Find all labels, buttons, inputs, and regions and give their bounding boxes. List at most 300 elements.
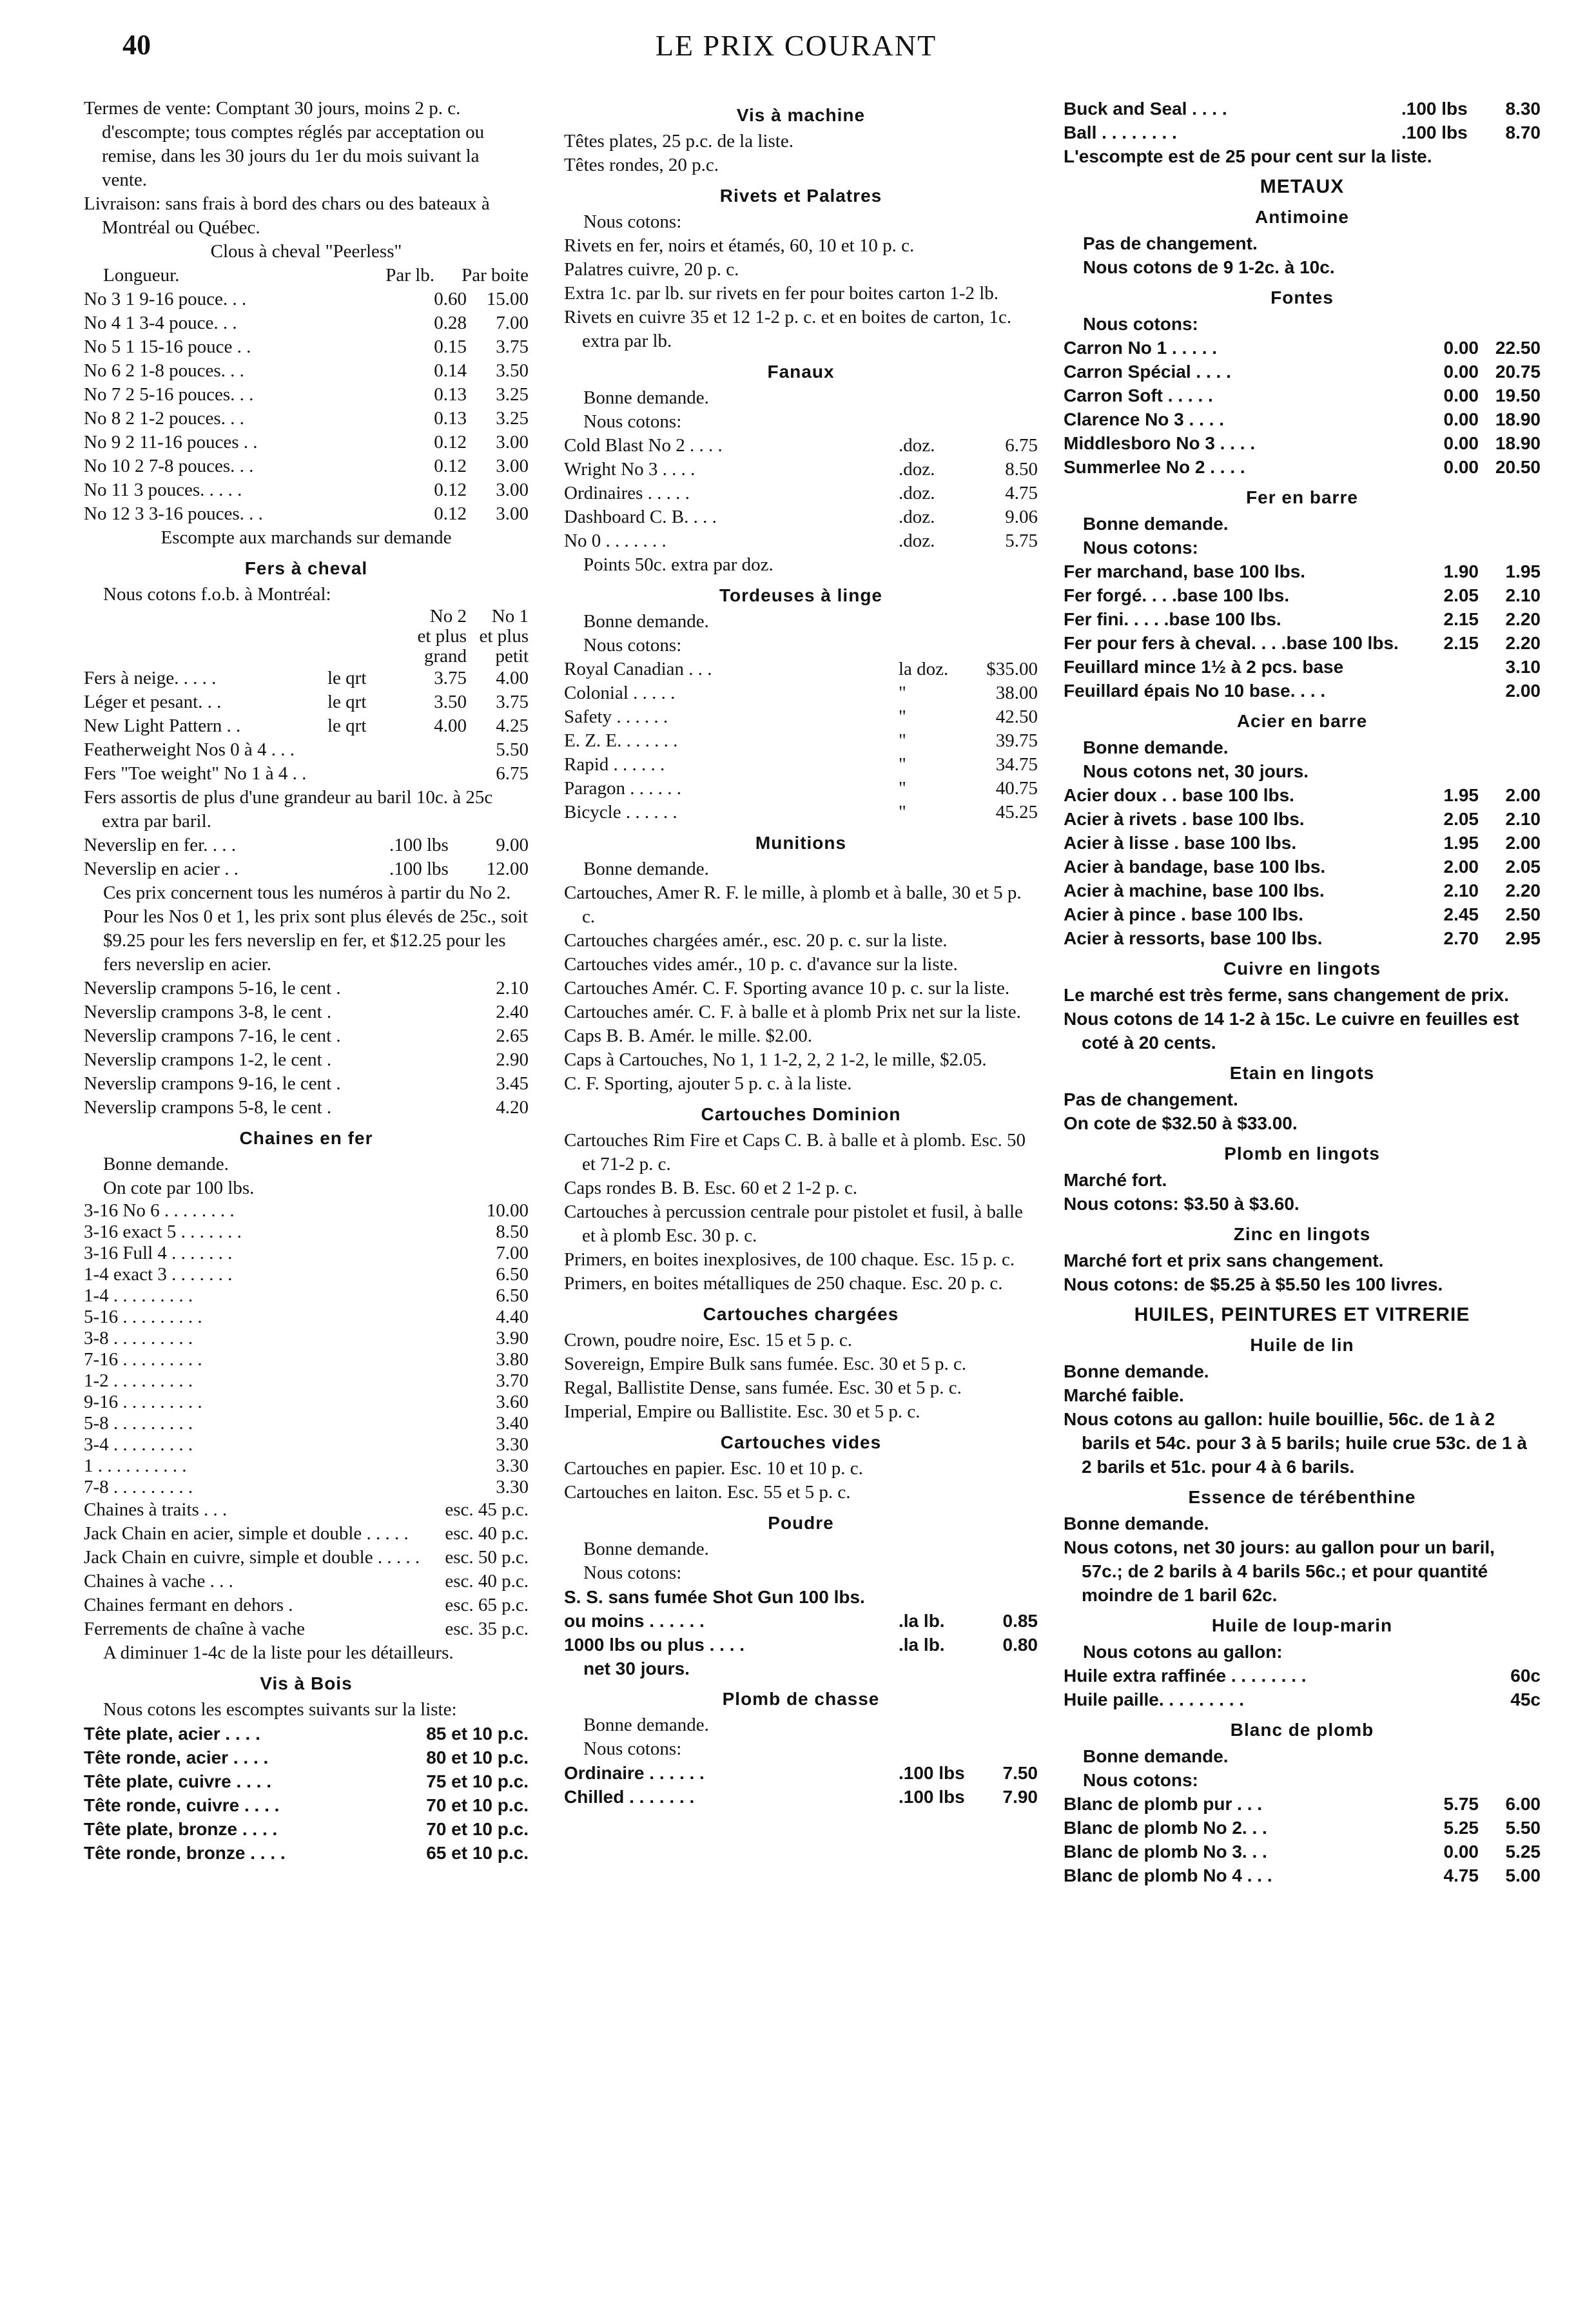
table-cell: .100 lbs (1401, 122, 1468, 142)
table-cell: esc. 35 p.c. (445, 1619, 529, 1639)
list-item: Nous cotons au gallon: huile bouillie, 56c. de 1 à 2 barils et 54c. pour 3 à 5 barils; huile crue 53c. de 1 à 2 barils et 51c. pour 4 à 6 barils. (1064, 1409, 1527, 1477)
table-row (84, 762, 529, 786)
table-cell: Neverslip crampons 7-16, le cent . (84, 1026, 341, 1046)
table-cell: 1 . . . . . . . . . . (84, 1455, 187, 1476)
list-item: C. F. Sporting, ajouter 5 p. c. à la liste. (564, 1073, 852, 1094)
table-cell: Clarence No 3 . . . . (1064, 409, 1224, 429)
table-cell: 7-16 . . . . . . . . . (84, 1349, 202, 1370)
munitions-title: Munitions (755, 833, 847, 853)
poudre-demand: Bonne demande. (583, 1539, 709, 1559)
table-row (1064, 831, 1541, 855)
table-row (84, 1024, 529, 1048)
table-row (1064, 121, 1541, 144)
table-cell: 3.90 (496, 1328, 529, 1348)
table-cell: 0.60 (434, 289, 467, 309)
table-cell: 4.75 (1443, 1865, 1479, 1885)
table-cell: 9.00 (496, 835, 529, 855)
plomb-title: Plomb de chasse (722, 1689, 880, 1709)
table-cell: 12.00 (486, 859, 529, 879)
etain-lines (1064, 1087, 1541, 1135)
table-cell: 3.00 (496, 432, 529, 453)
table-cell: 3.75 (496, 692, 529, 712)
table-cell: 4.00 (496, 668, 529, 688)
table-cell: 2.05 (1443, 585, 1479, 605)
table-row (564, 681, 1038, 705)
tordeuses-title: Tordeuses à linge (719, 585, 882, 605)
list-item: Nous cotons de 9 1-2c. à 10c. (1083, 257, 1335, 277)
table-row (84, 454, 529, 478)
table-cell: Blanc de plomb No 3. . . (1064, 1842, 1267, 1862)
tordeuses-demand: Bonne demande. (583, 611, 709, 632)
table-cell: Safety . . . . . . (564, 706, 668, 727)
table-cell: .doz. (899, 507, 935, 527)
table-cell: Ferrements de chaîne à vache (84, 1619, 305, 1639)
list-item: Têtes rondes, 20 p.c. (564, 155, 719, 175)
table-cell: Fer pour fers à cheval. . . .base 100 lbs. (1064, 633, 1399, 653)
blanc-demand: Bonne demande. (1083, 1746, 1229, 1766)
cuivre-lines (1064, 983, 1541, 1055)
table-row (84, 1793, 529, 1817)
table-row (1064, 560, 1541, 583)
table-cell: 2.10 (1505, 585, 1541, 605)
table-row (84, 1434, 529, 1455)
chaines-list (84, 1200, 529, 1498)
chaines2-list (84, 1498, 529, 1641)
table-cell: 1.90 (1443, 561, 1479, 581)
table-cell: E. Z. E. . . . . . . (564, 730, 678, 751)
table-cell: 0.00 (1443, 362, 1479, 382)
zinc-lines (1064, 1249, 1541, 1296)
table-cell: Neverslip crampons 3-8, le cent . (84, 1002, 332, 1022)
table-row (564, 1761, 1038, 1785)
vides-lines (564, 1457, 1038, 1504)
table-cell: le qrt (327, 668, 367, 688)
table-cell: Fer fini. . . . .base 100 lbs. (1064, 609, 1281, 629)
table-row (84, 833, 529, 857)
table-cell: Acier à machine, base 100 lbs. (1064, 881, 1325, 900)
table-cell: 0.00 (1443, 1842, 1479, 1862)
table-cell: 7.00 (496, 1243, 529, 1263)
table-cell: 1-2 . . . . . . . . . (84, 1370, 193, 1391)
table-row (84, 714, 529, 738)
table-row (84, 1000, 529, 1024)
table-cell: 0.00 (1443, 457, 1479, 477)
table-cell: 0.13 (434, 408, 467, 429)
table-cell: 0.00 (1443, 433, 1479, 453)
table-cell: 0.13 (434, 384, 467, 405)
table-cell: 2.00 (1505, 833, 1541, 853)
table-row (84, 738, 529, 762)
table-row (84, 359, 529, 383)
table-cell: No 9 2 11-16 pouces . . (84, 432, 258, 453)
table-cell: Blanc de plomb No 4 . . . (1064, 1865, 1272, 1885)
table-row (1064, 97, 1541, 121)
table-row (84, 407, 529, 431)
table-row (84, 1817, 529, 1841)
table-cell: " (899, 683, 906, 703)
table-row (564, 505, 1038, 529)
table-cell: 2.50 (1505, 904, 1541, 924)
terms-paragraph: Termes de vente: Comptant 30 jours, moins 2 p. c. d'escompte; tous comptes réglés par acceptation ou remise, dans les 30 jours du 1er du mois suivant la vente. (84, 98, 485, 190)
table-row (84, 667, 529, 690)
table-cell: 1-4 exact 3 . . . . . . . (84, 1264, 233, 1285)
table-cell: 6.50 (496, 1264, 529, 1285)
table-cell: 60c (1510, 1666, 1541, 1686)
list-item: Rivets en cuivre 35 et 12 1-2 p. c. et en boites de carton, 1c. extra par lb. (564, 307, 1012, 351)
table-cell: Ordinaire . . . . . . (564, 1763, 705, 1783)
table-cell: No 4 1 3-4 pouce. . . (84, 313, 237, 333)
table-row (84, 1413, 529, 1434)
table-row (1064, 1840, 1541, 1864)
table-cell: 20.50 (1495, 457, 1541, 477)
table-row (84, 478, 529, 502)
table-cell: 3.30 (496, 1434, 529, 1455)
fanaux-demand: Bonne demande. (583, 387, 709, 408)
table-cell: 2.90 (496, 1049, 529, 1070)
table-row (84, 1841, 529, 1865)
fers-note: Fers assortis de plus d'une grandeur au baril 10c. à 25c extra par baril. (84, 787, 493, 832)
table-row (84, 1285, 529, 1307)
table-row (1064, 360, 1541, 384)
list-item: Imperial, Empire ou Ballistite. Esc. 30 et 5 p. c. (564, 1401, 920, 1422)
table-cell: 9-16 . . . . . . . . . (84, 1392, 202, 1412)
table-row (1064, 1688, 1541, 1711)
table-cell: la doz. (899, 659, 949, 679)
table-row (84, 1392, 529, 1413)
table-row (564, 458, 1038, 482)
table-cell: esc. 40 p.c. (445, 1571, 529, 1592)
table-cell: Neverslip crampons 5-16, le cent . (84, 978, 341, 998)
ferbarre-intro: Nous cotons: (1083, 538, 1198, 558)
plomb-list (564, 1761, 1038, 1809)
fers-header: grand petit (423, 647, 529, 667)
list-item: Pas de changement. (1064, 1089, 1238, 1109)
list-item: Caps B. B. Amér. le mille. $2.00. (564, 1026, 813, 1046)
page-number: 40 (122, 29, 151, 61)
table-cell: 0.14 (434, 360, 467, 381)
table-cell: 18.90 (1495, 433, 1541, 453)
table-row (84, 1498, 529, 1522)
table-cell: " (899, 778, 906, 799)
table-row (84, 1200, 529, 1222)
table-cell: 3.00 (496, 480, 529, 500)
table-cell: le qrt (327, 692, 367, 712)
huiles-title: HUILES, PEINTURES ET VITRERIE (1134, 1304, 1470, 1325)
table-cell: 2.00 (1505, 785, 1541, 805)
table-row (84, 311, 529, 335)
list-item: Caps à Cartouches, No 1, 1 1-2, 2, 2 1-2, le mille, $2.05. (564, 1049, 987, 1070)
table-cell: 1.95 (1505, 561, 1541, 581)
table-row (1064, 879, 1541, 902)
acier-title: Acier en barre (1236, 711, 1368, 731)
ferbarre-demand: Bonne demande. (1083, 514, 1229, 534)
tordeuses-intro: Nous cotons: (583, 635, 682, 656)
table-cell: 1000 lbs ou plus . . . . (564, 1635, 745, 1655)
table-row (84, 1307, 529, 1328)
table-cell: 2.65 (496, 1026, 529, 1046)
table-cell: 2.70 (1443, 928, 1479, 948)
table-cell: 2.20 (1505, 609, 1541, 629)
table-cell: 1.95 (1443, 785, 1479, 805)
table-cell: 2.15 (1443, 633, 1479, 653)
list-item: Caps rondes B. B. Esc. 60 et 2 1-2 p. c. (564, 1178, 858, 1198)
table-cell: 85 et 10 p.c. (426, 1724, 529, 1744)
list-item: Cartouches à percussion centrale pour pistolet et fusil, à balle et à plomb Esc. 30 p. c. (564, 1202, 1023, 1246)
table-cell: No 6 2 1-8 pouces. . . (84, 360, 244, 381)
essence-lines (1064, 1512, 1541, 1607)
loup-list (1064, 1664, 1541, 1711)
list-item: Cartouches en papier. Esc. 10 et 10 p. c. (564, 1458, 863, 1479)
table-row (564, 729, 1038, 753)
table-row (84, 431, 529, 454)
table-row (84, 1617, 529, 1641)
table-cell: .doz. (899, 459, 935, 480)
table-cell: 39.75 (995, 730, 1038, 751)
chaines-intro: On cote par 100 lbs. (103, 1178, 255, 1198)
lin-lines (1064, 1359, 1541, 1479)
table-cell: 1.95 (1443, 833, 1479, 853)
table-cell: Acier à ressorts, base 100 lbs. (1064, 928, 1323, 948)
list-item: Nous cotons de 14 1-2 à 15c. Le cuivre en feuilles est coté à 20 cents. (1064, 1009, 1519, 1053)
table-cell: 42.50 (995, 706, 1038, 727)
table-cell: 22.50 (1495, 338, 1541, 358)
fanaux-list (564, 434, 1038, 553)
table-cell: Fer marchand, base 100 lbs. (1064, 561, 1306, 581)
table-cell: 19.50 (1495, 385, 1541, 405)
table-cell: Léger et pesant. . . (84, 692, 222, 712)
table-cell: No 0 . . . . . . . (564, 531, 667, 551)
table-cell: Ordinaires . . . . . (564, 483, 690, 503)
table-cell: 4.20 (496, 1097, 529, 1118)
list-item: Rivets en fer, noirs et étamés, 60, 10 et 10 p. c. (564, 235, 915, 256)
munitions-lines (564, 881, 1038, 1096)
table-row (84, 287, 529, 311)
table-cell: Neverslip crampons 1-2, le cent . (84, 1049, 332, 1070)
table-row (564, 434, 1038, 458)
fontes-intro: Nous cotons: (1083, 314, 1198, 334)
table-cell: 9.06 (1005, 507, 1038, 527)
table-cell: 5.00 (1505, 1865, 1541, 1885)
table-cell: Feuillard épais No 10 base. . . . (1064, 681, 1326, 701)
table-cell: 38.00 (995, 683, 1038, 703)
loup-intro: Nous cotons au gallon: (1083, 1642, 1283, 1662)
visbois-list (84, 1722, 529, 1865)
table-cell: 4.25 (496, 715, 529, 736)
table-cell: 8.50 (496, 1222, 529, 1242)
table-row (84, 1522, 529, 1546)
table-cell: Huile paille. . . . . . . . . (1064, 1689, 1245, 1709)
table-cell: No 10 2 7-8 pouces. . . (84, 456, 254, 476)
table-cell: Neverslip crampons 9-16, le cent . (84, 1073, 341, 1094)
table-row (1064, 855, 1541, 879)
table-cell: Tête ronde, cuivre . . . . (84, 1795, 280, 1815)
table-cell: 3-16 exact 5 . . . . . . . (84, 1222, 242, 1242)
table-cell: 5.50 (496, 739, 529, 760)
table-cell: 3.60 (496, 1392, 529, 1412)
table-cell: 0.00 (1443, 385, 1479, 405)
table-cell: 0.00 (1443, 409, 1479, 429)
table-cell: " (899, 754, 906, 775)
clous-note: Escompte aux marchands sur demande (161, 527, 452, 548)
visbois-title: Vis à Bois (260, 1673, 353, 1693)
table-row (564, 753, 1038, 777)
fers-list (84, 667, 529, 786)
table-cell: 0.12 (434, 503, 467, 524)
table-row (84, 1455, 529, 1477)
table-cell: 3-8 . . . . . . . . . (84, 1328, 193, 1348)
table-cell: Featherweight Nos 0 à 4 . . . (84, 739, 295, 760)
table-cell: Buck and Seal . . . . (1064, 99, 1227, 119)
table-cell: Tête plate, bronze . . . . (84, 1819, 278, 1839)
table-cell: Tête ronde, bronze . . . . (84, 1843, 286, 1863)
table-cell: Chaines à vache . . . (84, 1571, 233, 1592)
list-item: Sovereign, Empire Bulk sans fumée. Esc. 30 et 5 p. c. (564, 1354, 967, 1374)
table-row (84, 1746, 529, 1769)
table-cell: 3.10 (1505, 657, 1541, 677)
table-cell: 3.30 (496, 1455, 529, 1476)
plomb-intro: Nous cotons: (583, 1738, 682, 1759)
list-item: Cartouches chargées amér., esc. 20 p. c. sur la liste. (564, 930, 948, 951)
table-cell: 0.00 (1443, 338, 1479, 358)
table-cell: 3-16 No 6 . . . . . . . . (84, 1200, 235, 1221)
table-cell: 20.75 (1495, 362, 1541, 382)
poudre-list (564, 1609, 1038, 1657)
table-cell: Tête plate, acier . . . . (84, 1724, 260, 1744)
table-row (564, 529, 1038, 553)
acier-intro: Nous cotons net, 30 jours. (1083, 761, 1309, 781)
table-row (1064, 1816, 1541, 1840)
table-cell: Carron Soft . . . . . (1064, 385, 1213, 405)
chaines-note: A diminuer 1-4c de la liste pour les détailleurs. (103, 1642, 454, 1663)
table-row (84, 1477, 529, 1498)
fers-intro: Nous cotons f.o.b. à Montréal: (103, 584, 331, 605)
vismachine-lines (564, 130, 1038, 177)
table-cell: Jack Chain en cuivre, simple et double . . . . . (84, 1547, 420, 1568)
table-cell: 5-8 . . . . . . . . . (84, 1413, 193, 1434)
table-cell: Acier doux . . base 100 lbs. (1064, 785, 1294, 805)
table-row (564, 1785, 1038, 1809)
table-cell: 7.90 (1002, 1787, 1038, 1807)
table-cell: Colonial . . . . . (564, 683, 676, 703)
table-cell: 3.50 (496, 360, 529, 381)
table-cell: 3.25 (496, 384, 529, 405)
list-item: Extra 1c. par lb. sur rivets en fer pour boites carton 1-2 lb. (564, 283, 999, 304)
table-cell: 2.20 (1505, 633, 1541, 653)
table-row (84, 1570, 529, 1593)
table-cell: Acier à rivets . base 100 lbs. (1064, 809, 1305, 829)
table-row (84, 1072, 529, 1096)
table-cell: 7.50 (1002, 1763, 1038, 1783)
table-row (564, 657, 1038, 681)
table-row (1064, 336, 1541, 360)
table-cell: 3.00 (496, 503, 529, 524)
table-row (84, 1722, 529, 1746)
table-row (1064, 655, 1541, 679)
blanc-list (1064, 1792, 1541, 1887)
delivery-paragraph: Livraison: sans frais à bord des chars ou des bateaux à Montréal ou Québec. (84, 193, 490, 238)
table-row (84, 1264, 529, 1285)
table-cell: 3-4 . . . . . . . . . (84, 1434, 193, 1455)
blanc-title: Blanc de plomb (1230, 1720, 1374, 1740)
table-cell: 45.25 (995, 802, 1038, 823)
table-cell: Middlesboro No 3 . . . . (1064, 433, 1256, 453)
lin-title: Huile de lin (1250, 1335, 1354, 1355)
table-row (84, 1546, 529, 1570)
list-item: Nous cotons: de $5.25 à $5.50 les 100 livres. (1064, 1274, 1443, 1294)
table-cell: 6.75 (1005, 435, 1038, 456)
table-cell: 40.75 (995, 778, 1038, 799)
tordeuses-list (564, 657, 1038, 824)
table-row (1064, 1664, 1541, 1688)
antimoine-lines (1064, 231, 1541, 279)
table-row (1064, 1864, 1541, 1887)
buck-note: L'escompte est de 25 pour cent sur la liste. (1064, 146, 1432, 166)
table-cell: .doz. (899, 531, 935, 551)
table-cell: 2.40 (496, 1002, 529, 1022)
clous-list (84, 287, 529, 526)
list-item: Bonne demande. (1064, 1514, 1209, 1533)
plombl-title: Plomb en lingots (1224, 1144, 1380, 1163)
list-item: Cartouches en laiton. Esc. 55 et 5 p. c. (564, 1482, 851, 1503)
table-cell: esc. 50 p.c. (445, 1547, 529, 1568)
clous-header: Longueur. Par lb. Par boite (103, 265, 529, 286)
crampons-list (84, 977, 529, 1120)
table-cell: .100 lbs (899, 1787, 965, 1807)
table-cell: Chaines fermant en dehors . (84, 1595, 293, 1615)
table-row (1064, 783, 1541, 807)
table-cell: 7.00 (496, 313, 529, 333)
table-row (1064, 583, 1541, 607)
table-cell: 1-4 . . . . . . . . . (84, 1285, 193, 1306)
table-row (1064, 679, 1541, 703)
table-cell: New Light Pattern . . (84, 715, 241, 736)
ferbarre-list (1064, 560, 1541, 703)
table-row (564, 1633, 1038, 1657)
list-item: Marché faible. (1064, 1385, 1184, 1405)
table-row (84, 857, 529, 881)
table-cell: 2.00 (1443, 857, 1479, 877)
list-item: Nous cotons: $3.50 à $3.60. (1064, 1194, 1299, 1214)
table-cell: .100 lbs (389, 835, 449, 855)
chaines-title: Chaines en fer (239, 1128, 373, 1148)
table-cell: .la lb. (899, 1611, 945, 1631)
table-cell: Carron Spécial . . . . (1064, 362, 1231, 382)
fanaux-title: Fanaux (767, 362, 835, 382)
table-row (84, 690, 529, 714)
list-item: Marché fort. (1064, 1170, 1167, 1190)
rivets-intro: Nous cotons: (583, 211, 682, 232)
list-item: Cartouches amér. C. F. à balle et à plomb Prix net sur la liste. (564, 1002, 1021, 1022)
dominion-title: Cartouches Dominion (701, 1104, 901, 1124)
page-header (122, 28, 1470, 73)
table-cell: Chaines à traits . . . (84, 1499, 228, 1520)
table-row (84, 383, 529, 407)
table-cell: 2.10 (496, 978, 529, 998)
table-cell: Tête plate, cuivre . . . . (84, 1771, 271, 1791)
fers-header: No 2 No 1 (429, 607, 529, 627)
cuivre-title: Cuivre en lingots (1223, 959, 1381, 978)
table-cell: 2.10 (1443, 881, 1479, 900)
table-cell: 0.12 (434, 480, 467, 500)
table-cell: .doz. (899, 483, 935, 503)
rivets-title: Rivets et Palatres (719, 186, 882, 206)
table-cell: Acier à bandage, base 100 lbs. (1064, 857, 1326, 877)
table-cell: Huile extra raffinée . . . . . . . . (1064, 1666, 1307, 1686)
table-row (1064, 631, 1541, 655)
table-cell: 5.75 (1443, 1794, 1479, 1814)
list-item: Marché fort et prix sans changement. (1064, 1251, 1384, 1270)
table-row (1064, 384, 1541, 407)
